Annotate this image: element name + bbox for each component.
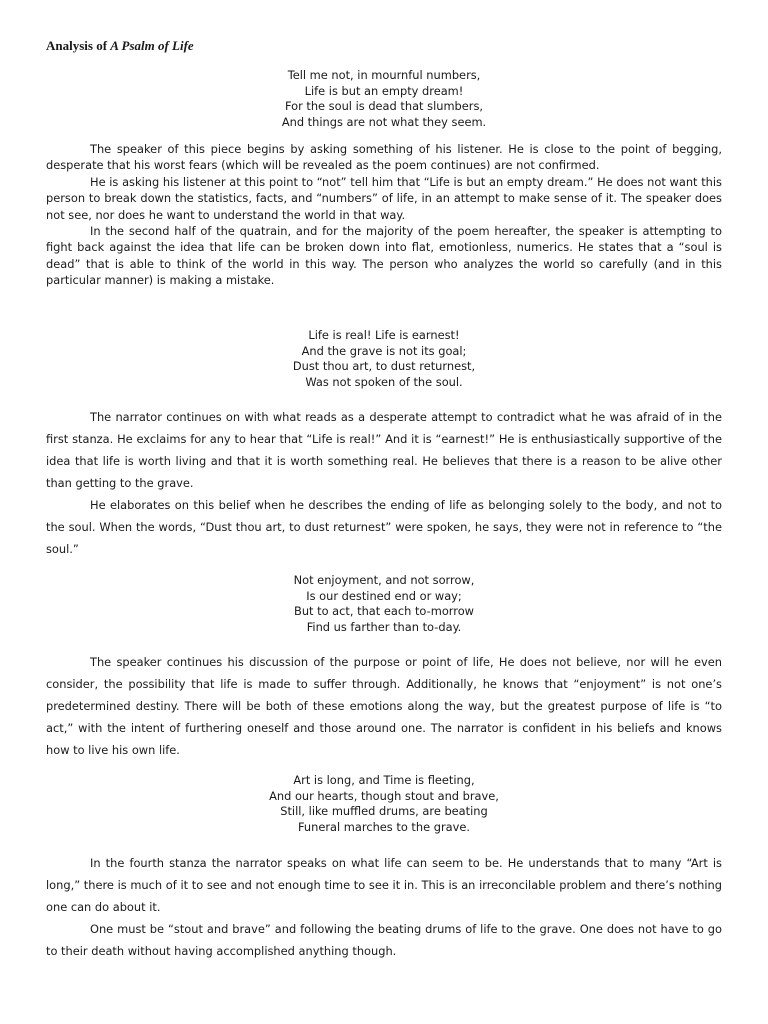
stanza-line: Life is but an empty dream! xyxy=(304,83,464,98)
stanza-2 xyxy=(46,328,722,390)
paragraph: The speaker of this piece begins by asking something of his listener. He is close to the point of begging, desperate that his worst fears (which will be revealed as the poem continues) are not confirmed. xyxy=(46,142,722,173)
title-prefix: Analysis of xyxy=(46,38,111,53)
paragraph: He is asking his listener at this point to “not” tell him that “Life is but an empty dream.” He does not want this person to break down the statistics, facts, and “numbers” of life, in an attempt to make sense of it. The speaker does not see, nor does he want to understand the world in that way. xyxy=(46,174,722,222)
stanza-line: Dust thou art, to dust returnest, xyxy=(292,359,476,373)
analysis-section-4 xyxy=(46,852,722,962)
document-title xyxy=(46,38,194,54)
stanza-line: Tell me not, in mournful numbers, xyxy=(287,68,481,82)
paragraph: In the fourth stanza the narrator speaks on what life can seem to be. He understands that to many “Art is long,” there is much of it to see and not enough time to see it in. This is an irreconcilable problem and there’s nothing one can do about it. xyxy=(46,856,722,914)
stanza-1 xyxy=(46,68,722,130)
paragraph: One must be “stout and brave” and following the beating drums of life to the grave. One does not have to go to their death without having accomplished anything though. xyxy=(46,922,722,958)
analysis-section-3 xyxy=(46,651,722,761)
poem-title: A Psalm of Life xyxy=(110,38,194,53)
paragraph: He elaborates on this belief when he describes the ending of life as belonging solely to the body, and not to the soul. When the words, “Dust thou art, to dust returnest” were spoken, he says, they were not in reference to “the soul.” xyxy=(46,498,722,556)
stanza-line: Life is real! Life is earnest! xyxy=(308,328,460,342)
stanza-line: But to act, that each to-morrow xyxy=(294,604,474,618)
stanza-line: Not enjoyment, and not sorrow, xyxy=(293,573,475,587)
stanza-line: Still, like muffled drums, are beating xyxy=(280,804,488,818)
paragraph: The speaker continues his discussion of the purpose or point of life, He does not believe, nor will he even consider, the possibility that life is made to suffer through. Additionally, he knows that “enjoyment” is not one’s predetermined destiny. There will be both of these emotions along the way, but the greatest purpose of life is “to act,” with the intent of furthering oneself and those around one. The narrator is confident in his beliefs and knows how to live his own life. xyxy=(46,655,722,757)
stanza-line: Was not spoken of the soul. xyxy=(305,374,463,389)
analysis-section-1 xyxy=(46,141,722,289)
stanza-line: Is our destined end or way; xyxy=(306,588,462,603)
stanza-line: And things are not what they seem. xyxy=(281,114,487,129)
stanza-line: Art is long, and Time is fleeting, xyxy=(293,773,475,787)
stanza-line: For the soul is dead that slumbers, xyxy=(284,99,484,113)
stanza-line: Funeral marches to the grave. xyxy=(297,819,470,834)
stanza-line: And the grave is not its goal; xyxy=(301,343,467,358)
stanza-3 xyxy=(46,573,722,635)
stanza-line: Find us farther than to-day. xyxy=(306,619,462,634)
stanza-4 xyxy=(46,773,722,835)
stanza-line: And our hearts, though stout and brave, xyxy=(269,788,499,803)
analysis-section-2 xyxy=(46,406,722,560)
paragraph: The narrator continues on with what reads as a desperate attempt to contradict what he was afraid of in the first stanza. He exclaims for any to hear that “Life is real!” And it is “earnest!” He is enthusiastically supportive of the idea that life is worth living and that it is worth something real. He believes that there is a reason to be alive other than getting to the grave. xyxy=(46,410,722,490)
paragraph: In the second half of the quatrain, and for the majority of the poem hereafter, the speaker is attempting to fight back against the idea that life can be broken down into flat, emotionless, numerics. He states that a “soul is dead” that is able to think of the world in this way. The person who analyzes the world so carefully (and in this particular manner) is making a mistake. xyxy=(46,224,722,288)
